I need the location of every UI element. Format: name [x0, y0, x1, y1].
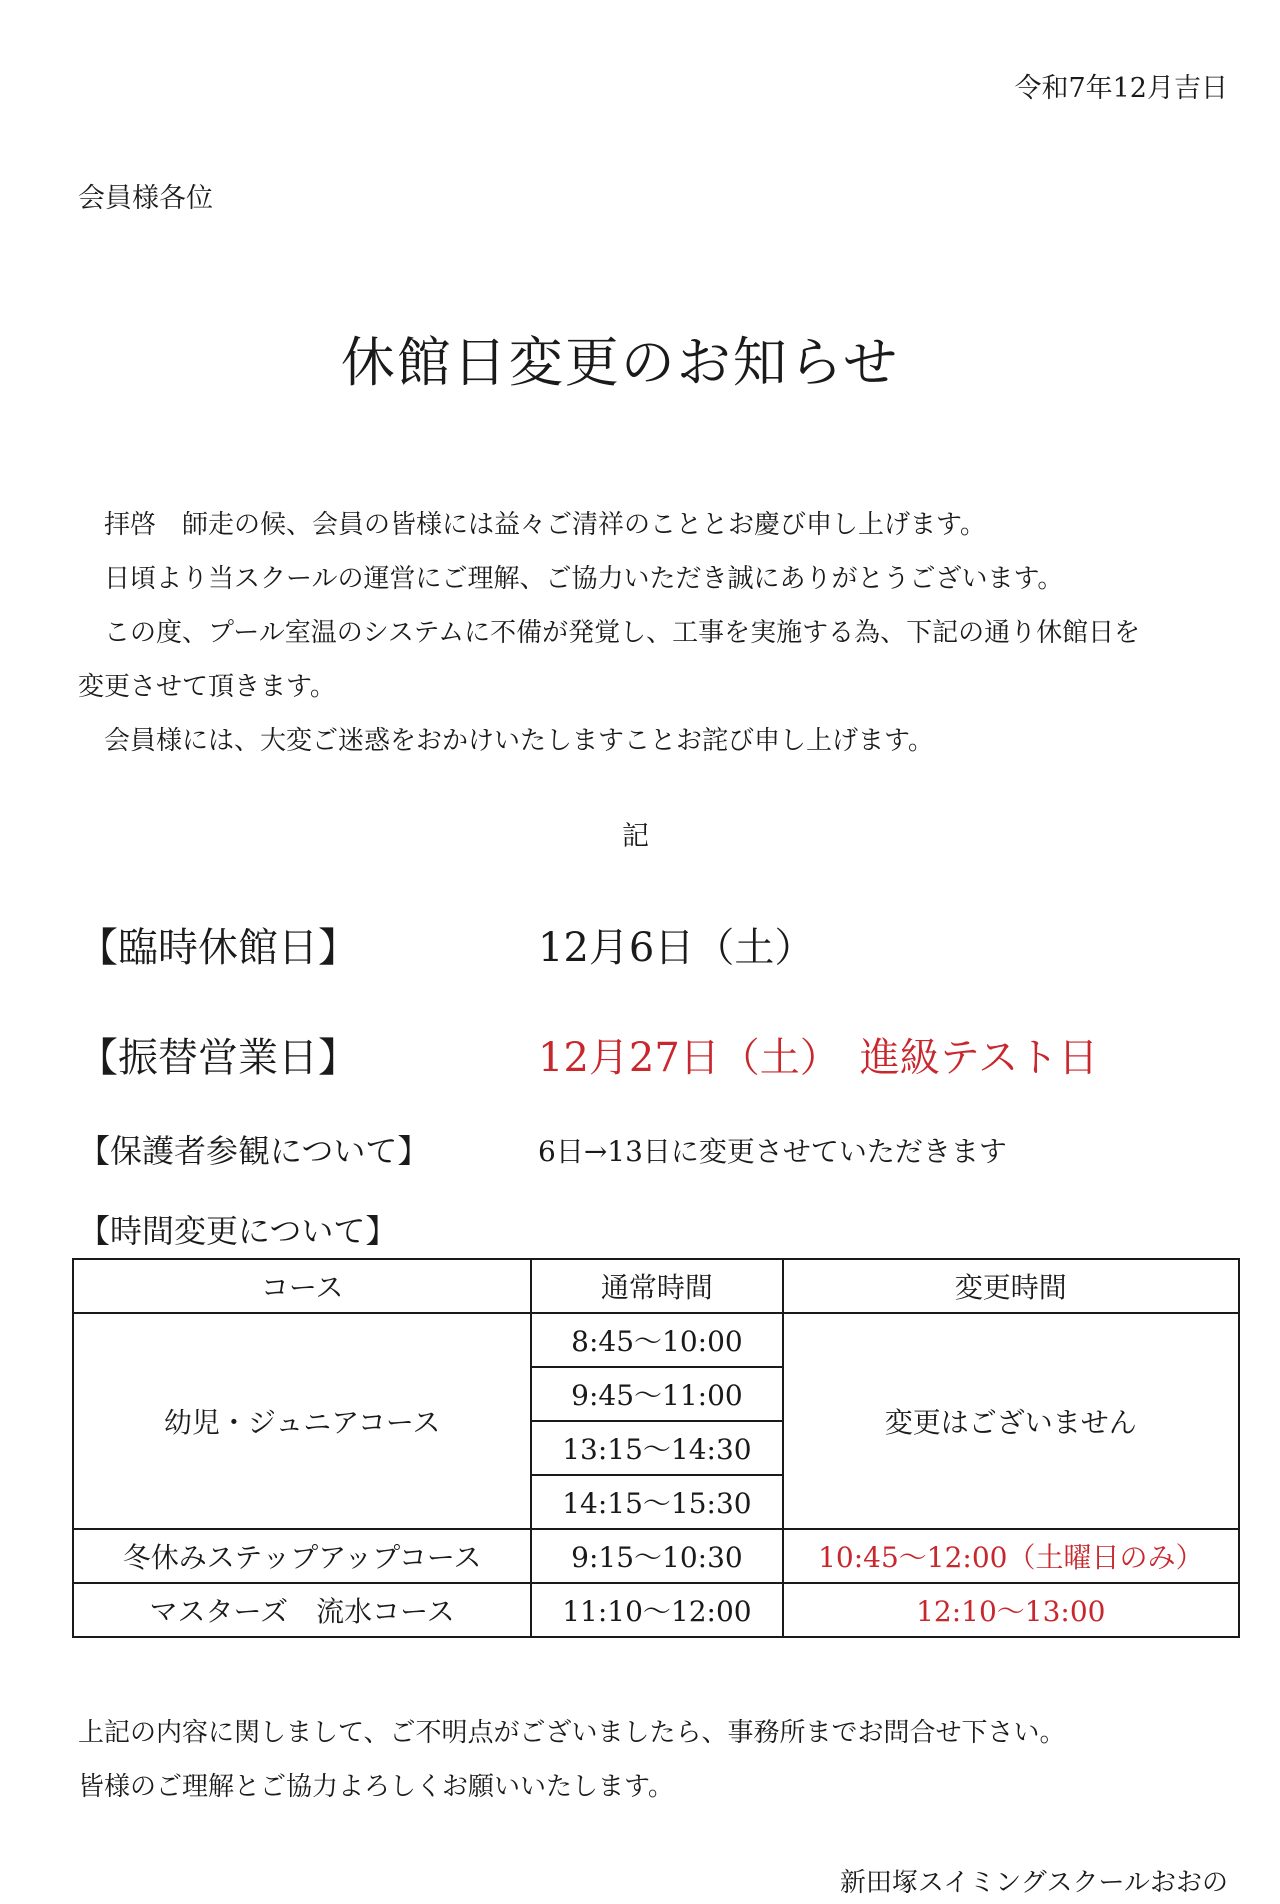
table-header-row — [73, 1259, 1239, 1313]
body-paragraph-apology: 会員様には、大変ご迷惑をおかけいたしますことお詫び申し上げます。 — [78, 726, 934, 756]
kids-change-note: 変更はございません — [783, 1313, 1239, 1529]
ki-heading: 記 — [622, 821, 649, 852]
kids-course-name: 幼児・ジュニアコース — [73, 1313, 531, 1529]
table-header-normal-time: 通常時間 — [531, 1259, 782, 1313]
page-title: 休館日変更のお知らせ — [340, 331, 900, 394]
makeup-day-value: 12月27日（土） 進級テスト日 — [538, 1035, 1099, 1081]
winter-changed-time: 10:45～12:00（土曜日のみ） — [783, 1529, 1239, 1583]
observation-label: 【保護者参観について】 — [78, 1132, 430, 1170]
signature: 新田塚スイミングスクールおおの — [839, 1868, 1228, 1898]
masters-normal-time: 11:10～12:00 — [531, 1583, 782, 1637]
table-header-course: コース — [73, 1259, 531, 1313]
closing-thanks-line: 皆様のご理解とご協力よろしくお願いいたします。 — [78, 1772, 674, 1802]
body-paragraph-greeting: 拝啓 師走の候、会員の皆様には益々ご清祥のこととお慶び申し上げます。 — [78, 510, 986, 540]
document-date: 令和7年12月吉日 — [1014, 73, 1228, 104]
table-row — [73, 1313, 1239, 1367]
time-change-table — [72, 1258, 1240, 1638]
makeup-day-label: 【振替営業日】 — [78, 1035, 358, 1081]
time-change-label: 【時間変更について】 — [78, 1212, 398, 1250]
kids-time-1: 8:45～10:00 — [531, 1313, 782, 1367]
observation-value: 6日→13日に変更させていただきます — [538, 1135, 1007, 1168]
closing-contact-line: 上記の内容に関しまして、ご不明点がございましたら、事務所までお問合せ下さい。 — [78, 1718, 1066, 1748]
masters-changed-time: 12:10～13:00 — [783, 1583, 1239, 1637]
masters-course-name: マスターズ 流水コース — [73, 1583, 531, 1637]
kids-time-4: 14:15～15:30 — [531, 1475, 782, 1529]
closure-day-value: 12月6日（土） — [538, 925, 815, 971]
winter-course-name: 冬休みステップアップコース — [73, 1529, 531, 1583]
body-paragraph-reason-cont: 変更させて頂きます。 — [78, 672, 336, 702]
body-paragraph-reason: この度、プール室温のシステムに不備が発覚し、工事を実施する為、下記の通り休館日を — [78, 618, 1141, 648]
addressee: 会員様各位 — [78, 183, 213, 214]
body-paragraph-thanks: 日頃より当スクールの運営にご理解、ご協力いただき誠にありがとうございます。 — [78, 564, 1064, 594]
kids-time-2: 9:45～11:00 — [531, 1367, 782, 1421]
table-header-changed-time: 変更時間 — [783, 1259, 1239, 1313]
winter-normal-time: 9:15～10:30 — [531, 1529, 782, 1583]
kids-time-3: 13:15～14:30 — [531, 1421, 782, 1475]
table-row — [73, 1583, 1239, 1637]
table-row — [73, 1529, 1239, 1583]
closure-day-label: 【臨時休館日】 — [78, 925, 358, 971]
